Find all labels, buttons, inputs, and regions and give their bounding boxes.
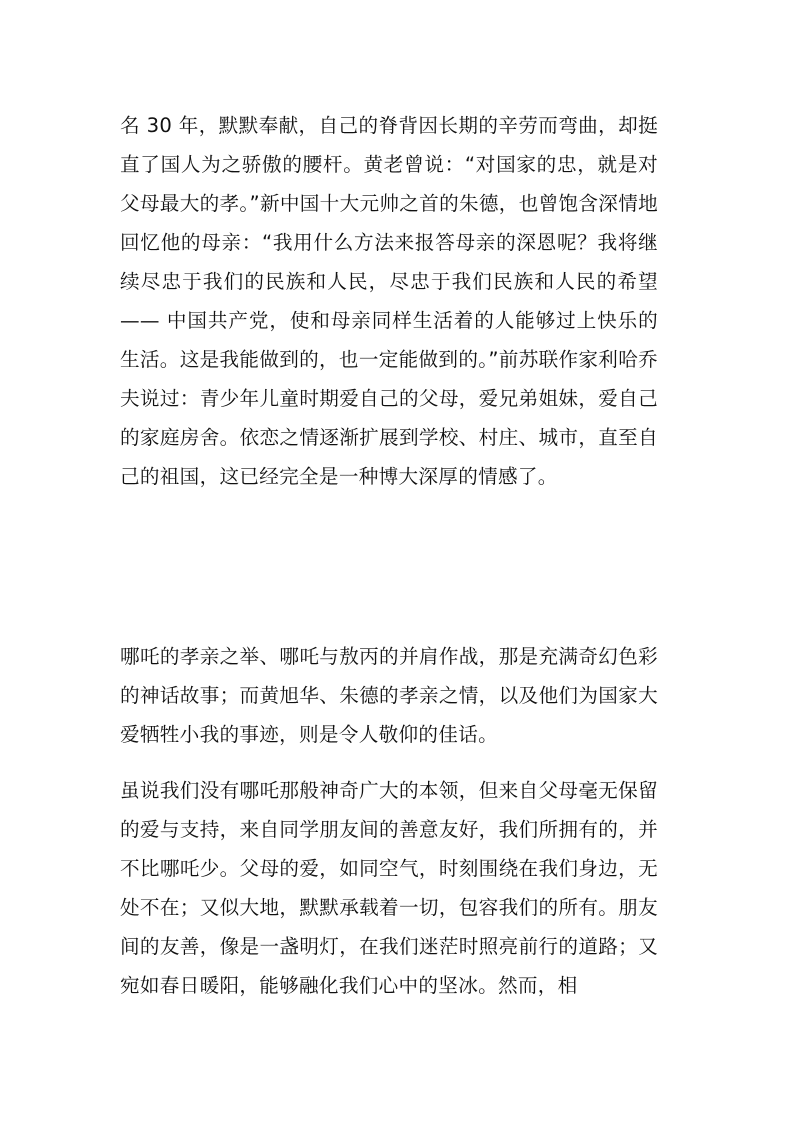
body-paragraph: 哪吒的孝亲之举、哪吒与敖丙的并肩作战，那是充满奇幻色彩的神话故事；而黄旭华、朱德的孝亲之情，以及他们为国家大爱牺牲小我的事迹，则是令人敬仰的佳话。 [120,645,658,746]
body-paragraph: 名 30 年，默默奉献，自己的脊背因长期的辛劳而弯曲，却挺直了国人为之骄傲的腰杆。黄老曾说：“对国家的忠，就是对父母最大的孝。”新中国十大元帅之首的朱德，也曾饱含深情地回忆他的母亲：“我用什么方法来报答母亲的深恩呢？我将继续尽忠于我们的民族和人民，尽忠于我们民族和人民的希望 —— 中国共产党，使和母亲同样生活着的人能够过上快乐的生活。这是我能做到的，也一定能做到的。”前苏联作家利哈乔夫说过：青少年儿童时期爱自己的父母，爱兄弟姐妹，爱自己的家庭房舍。依恋之情逐渐扩展到学校、村庄、城市，直至自己的祖国，这已经完全是一种博大深厚的情感了。 [120,114,658,488]
body-paragraph: 虽说我们没有哪吒那般神奇广大的本领，但来自父母毫无保留的爱与支持，来自同学朋友间的善意友好，我们所拥有的，并不比哪吒少。父母的爱，如同空气，时刻围绕在我们身边，无处不在；又似大地，默默承载着一切，包容我们的所有。朋友间的友善，像是一盏明灯，在我们迷茫时照亮前行的道路；又宛如春日暖阳，能够融化我们心中的坚冰。然而，相 [120,779,658,997]
